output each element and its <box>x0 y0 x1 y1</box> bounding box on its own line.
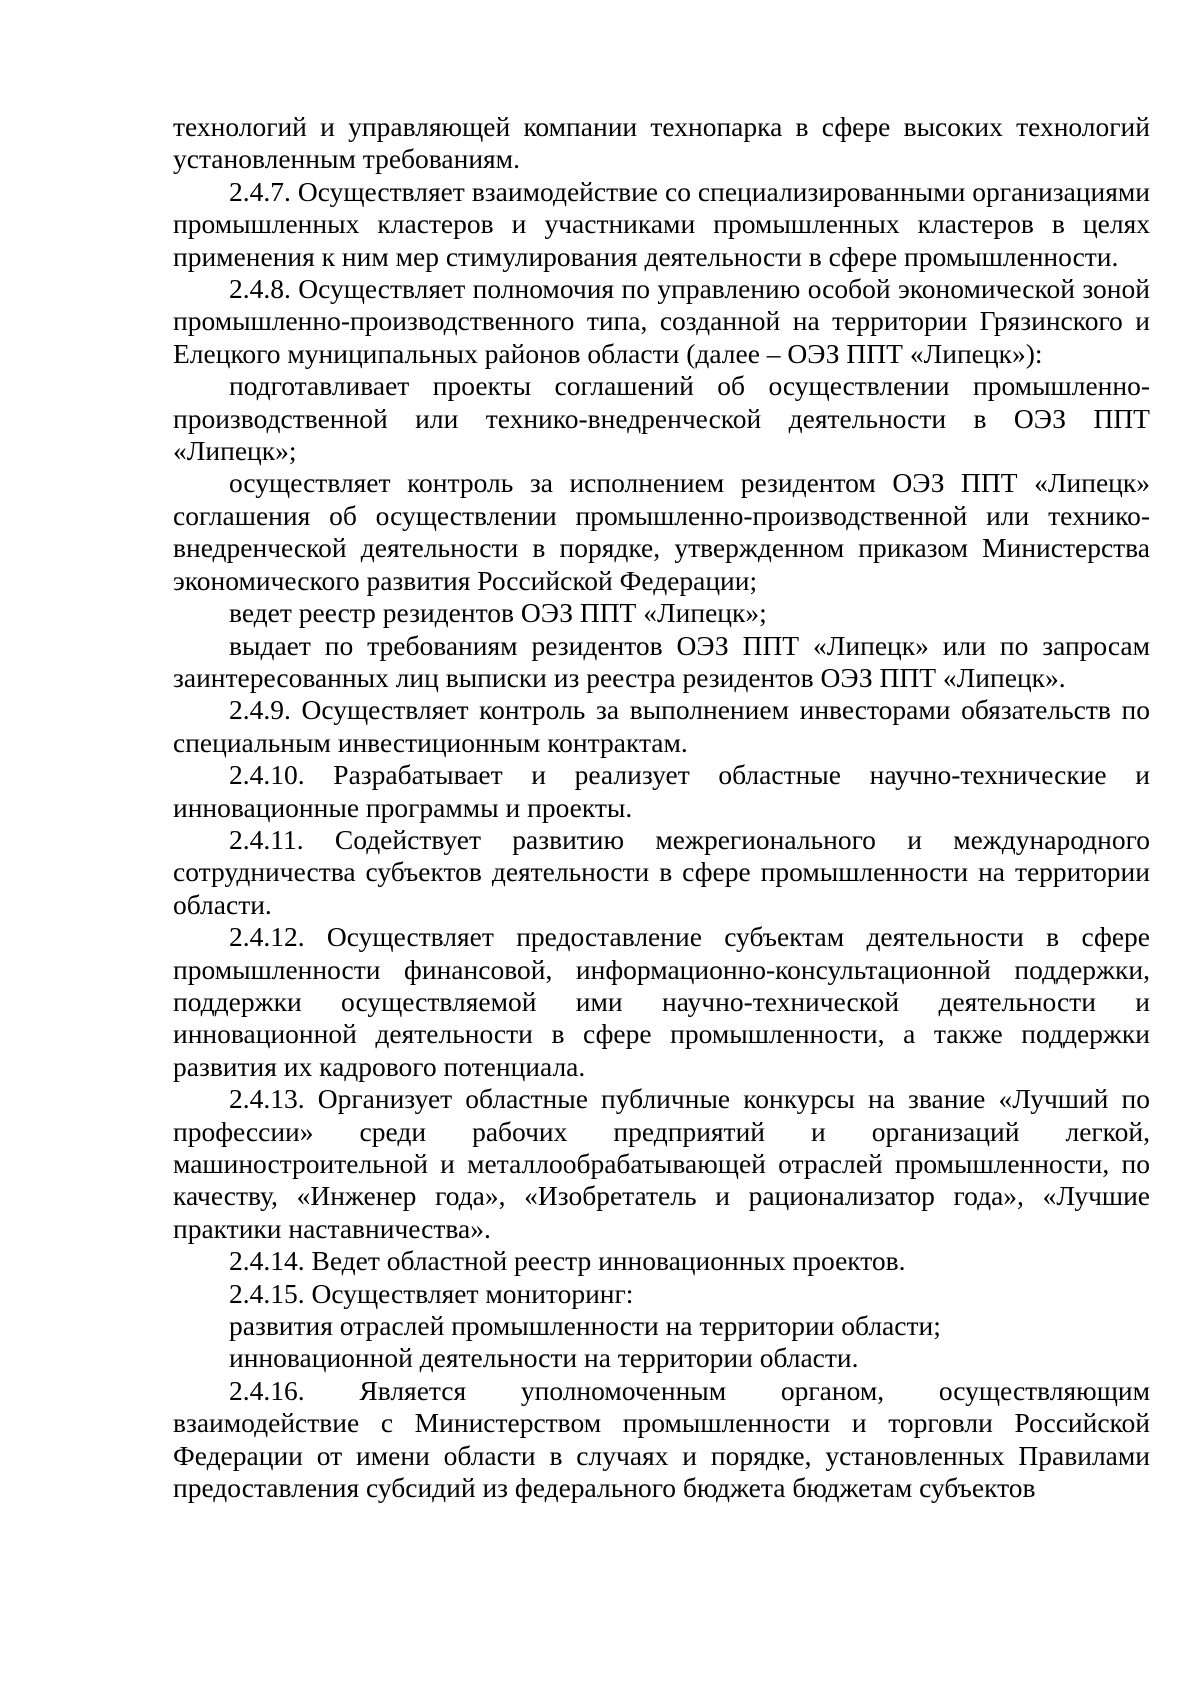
paragraph-2-4-7: 2.4.7. Осуществляет взаимодействие со специализированными организациями промышленных кластеров и участниками промышленных кластеров в целях применения к ним мер стимулирования деятельности в сфере промышленности. <box>173 175 1150 272</box>
paragraph-2-4-15-item-2: инновационной деятельности на территории области. <box>229 1342 859 1374</box>
paragraph-2-4-15-item-1: развития отраслей промышленности на территории области; <box>229 1310 941 1342</box>
paragraph-2-4-14: 2.4.14. Ведет областной реестр инновационных проектов. <box>229 1245 906 1277</box>
paragraph-2-4-10: 2.4.10. Разрабатывает и реализует областные научно-технические и инновационные программы и проекты. <box>173 759 1150 823</box>
paragraph-2-4-8-item-1: подготавливает проекты соглашений об осуществлении промышленно-производственной или технико-внедренческой деятельности в ОЭЗ ППТ «Липецк»; <box>173 370 1150 467</box>
paragraph-continuation: технологий и управляющей компании технопарка в сфере высоких технологий установленным требованиям. <box>173 111 1150 175</box>
paragraph-2-4-8-item-3: ведет реестр резидентов ОЭЗ ППТ «Липецк»; <box>229 597 767 629</box>
document-page <box>173 111 1150 1504</box>
paragraph-2-4-13: 2.4.13. Организует областные публичные конкурсы на звание «Лучший по профессии» среди рабочих предприятий и организаций легкой, машиностроительной и металлообрабатывающей отраслей промышленности, по качеству, «Инженер года», «Изобретатель и рационализатор года», «Лучшие практики наставничества». <box>173 1083 1150 1244</box>
paragraph-2-4-8: 2.4.8. Осуществляет полномочия по управлению особой экономической зоной промышленно-производственного типа, созданной на территории Грязинского и Елецкого муниципальных районов области (далее – ОЭЗ ППТ «Липецк»): <box>173 273 1150 369</box>
paragraph-2-4-8-item-2: осуществляет контроль за исполнением резидентом ОЭЗ ППТ «Липецк» соглашения об осуществлении промышленно-производственной или технико-внедренческой деятельности в порядке, утвержденном приказом Министерства экономического развития Российской Федерации; <box>173 467 1150 596</box>
paragraph-2-4-15: 2.4.15. Осуществляет мониторинг: <box>229 1277 634 1309</box>
paragraph-2-4-8-item-4: выдает по требованиям резидентов ОЭЗ ППТ «Липецк» или по запросам заинтересованных лиц выписки из реестра резидентов ОЭЗ ППТ «Липецк». <box>173 629 1150 693</box>
paragraph-2-4-9: 2.4.9. Осуществляет контроль за выполнением инвесторами обязательств по специальным инвестиционным контрактам. <box>173 694 1150 758</box>
paragraph-2-4-11: 2.4.11. Содействует развитию межрегионального и международного сотрудничества субъектов деятельности в сфере промышленности на территории области. <box>173 823 1150 920</box>
paragraph-2-4-16: 2.4.16. Является уполномоченным органом, осуществляющим взаимодействие с Министерством промышленности и торговли Российской Федерации от имени области в случаях и порядке, установленных Правилами предоставления субсидий из федерального бюджета бюджетам субъектов <box>173 1374 1150 1504</box>
paragraph-2-4-12: 2.4.12. Осуществляет предоставление субъектам деятельности в сфере промышленности финансовой, информационно-консультационной поддержки, поддержки осуществляемой ими научно-технической деятельности и инновационной деятельности в сфере промышленности, а также поддержки развития их кадрового потенциала. <box>173 921 1150 1082</box>
